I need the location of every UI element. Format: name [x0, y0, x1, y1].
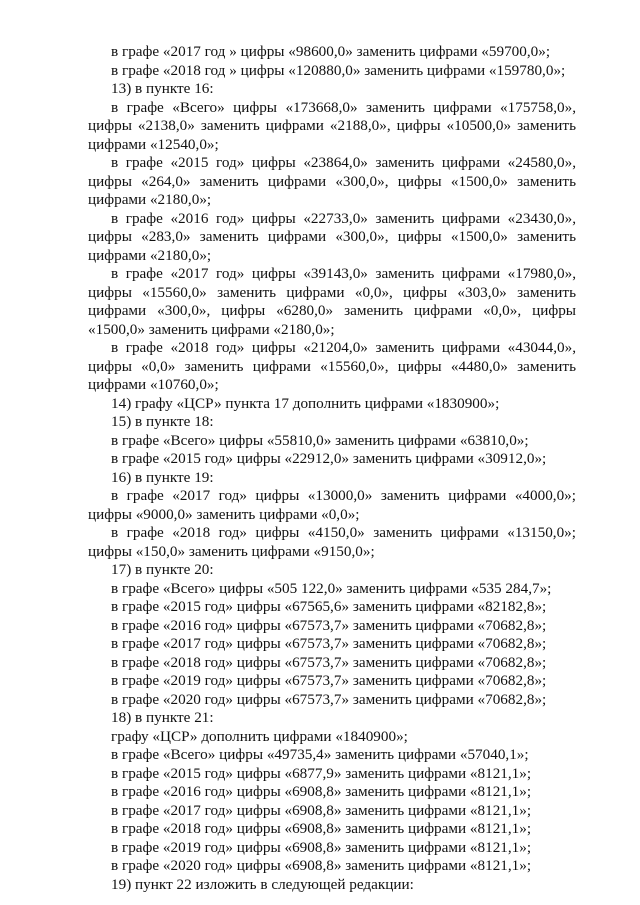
paragraph-4: в графе «Всего» цифры «173668,0» заменить цифрами «175758,0», цифры «2138,0» заменить цифрами «2188,0», цифры «10500,0» заменить цифрами «12540,0»;	[88, 98, 576, 153]
section-heading-13: 13) в пункте 16:	[111, 80, 214, 97]
paragraph-8: в графе «2018 год» цифры «21204,0» заменить цифрами «43044,0», цифры «0,0» заменить цифрами «15560,0», цифры «4480,0» заменить цифрами «10760,0»;	[88, 339, 576, 393]
paragraph-22: в графе «2019 год» цифры «67573,7» заменить цифрами «70682,8»;	[111, 672, 547, 689]
paragraph-1: в графе «2017 год » цифры «98600,0» заменить цифрами «59700,0»;	[111, 43, 551, 60]
paragraph-27: в графе «2015 год» цифры «6877,9» заменить цифрами «8121,1»;	[111, 764, 532, 782]
paragraph-15: в графе «2018 год» цифры «4150,0» заменить цифрами «13150,0»; цифры «150,0» заменить цифрами «9150,0»;	[88, 524, 576, 560]
section-heading-19: 19) пункт 22 изложить в следующей редакции:	[111, 875, 414, 893]
paragraph-20: в графе «2017 год» цифры «67573,7» заменить цифрами «70682,8»;	[111, 635, 547, 652]
section-heading-15: 15) в пункте 18:	[111, 413, 214, 430]
paragraph-5: в графе «2015 год» цифры «23864,0» заменить цифрами «24580,0», цифры «264,0» заменить цифрами «300,0», цифры «1500,0» заменить цифрами «2180,0»;	[88, 154, 576, 208]
paragraph-12: в графе «2015 год» цифры «22912,0» заменить цифрами «30912,0»;	[111, 450, 547, 467]
paragraph-32: в графе «2020 год» цифры «6908,8» заменить цифрами «8121,1»;	[111, 857, 532, 874]
paragraph-11: в графе «Всего» цифры «55810,0» заменить цифрами «63810,0»;	[111, 431, 529, 449]
paragraph-2: в графе «2018 год » цифры «120880,0» заменить цифрами «159780,0»;	[111, 61, 566, 79]
section-heading-14: 14) графу «ЦСР» пункта 17 дополнить цифрами «1830900»;	[111, 394, 500, 412]
paragraph-31: в графе «2019 год» цифры «6908,8» заменить цифрами «8121,1»;	[111, 838, 532, 856]
document-body	[88, 43, 576, 894]
paragraph-25: графу «ЦСР» дополнить цифрами «1840900»;	[111, 727, 408, 745]
paragraph-6: в графе «2016 год» цифры «22733,0» заменить цифрами «23430,0», цифры «283,0» заменить цифрами «300,0», цифры «1500,0» заменить цифрами «2180,0»;	[88, 209, 576, 264]
paragraph-23: в графе «2020 год» цифры «67573,7» заменить цифрами «70682,8»;	[111, 690, 547, 708]
paragraph-19: в графе «2016 год» цифры «67573,7» заменить цифрами «70682,8»;	[111, 616, 547, 634]
paragraph-29: в графе «2017 год» цифры «6908,8» заменить цифрами «8121,1»;	[111, 801, 532, 819]
paragraph-26: в графе «Всего» цифры «49735,4» заменить цифрами «57040,1»;	[111, 746, 529, 763]
paragraph-28: в графе «2016 год» цифры «6908,8» заменить цифрами «8121,1»;	[111, 783, 532, 800]
paragraph-18: в графе «2015 год» цифры «67565,6» заменить цифрами «82182,8»;	[111, 598, 547, 615]
paragraph-30: в графе «2018 год» цифры «6908,8» заменить цифрами «8121,1»;	[111, 820, 532, 837]
paragraph-17: в графе «Всего» цифры «505 122,0» заменить цифрами «535 284,7»;	[111, 579, 552, 597]
paragraph-14: в графе «2017 год» цифры «13000,0» заменить цифрами «4000,0»; цифры «9000,0» заменить цифрами «0,0»;	[88, 487, 576, 523]
paragraph-21: в графе «2018 год» цифры «67573,7» заменить цифрами «70682,8»;	[111, 653, 547, 671]
section-heading-16: 16) в пункте 19:	[111, 468, 214, 486]
section-heading-17: 17) в пункте 20:	[111, 561, 214, 578]
section-heading-18: 18) в пункте 21:	[111, 709, 214, 726]
paragraph-7: в графе «2017 год» цифры «39143,0» заменить цифрами «17980,0», цифры «15560,0» заменить цифрами «0,0», цифры «303,0» заменить цифрами «300,0», цифры «6280,0» заменить цифрами «0,0», цифры «1500,0» заменить цифрами «2180,0»;	[88, 265, 576, 338]
